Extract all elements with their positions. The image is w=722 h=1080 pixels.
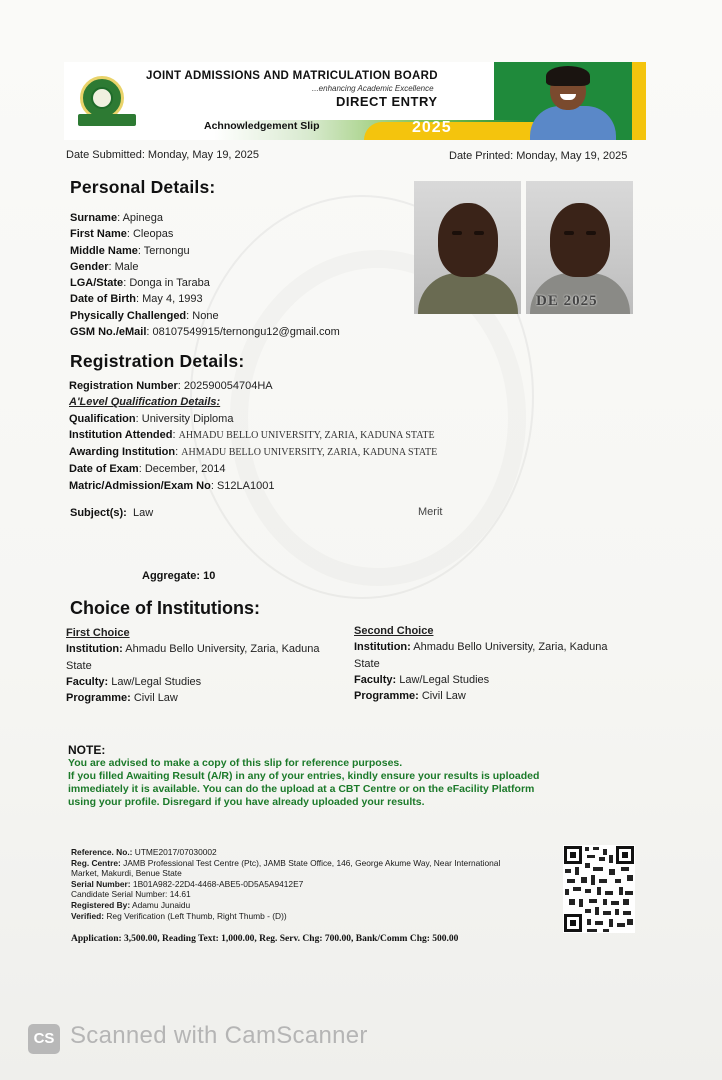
second-choice-faculty: Faculty: Law/Legal Studies [354, 673, 490, 686]
first-choice-programme: Programme: Civil Law [66, 692, 178, 705]
registered-by: Registered By: Adamu Junaidu [71, 899, 191, 910]
note-body [68, 757, 539, 809]
alevel-heading: A'Level Qualification Details: [69, 396, 221, 409]
field-matric-number: Matric/Admission/Exam No: S12LA1001 [69, 479, 275, 492]
logo-ribbon [78, 114, 136, 126]
qr-code-icon [563, 845, 635, 933]
field-lga-state: LGA/State: Donga in Taraba [70, 277, 210, 290]
first-choice-title: First Choice [66, 627, 130, 639]
date-submitted: Date Submitted: Monday, May 19, 2025 [66, 149, 260, 161]
note-line: using your profile. Disregard if you have already uploaded your results. [68, 796, 425, 808]
header-banner [64, 62, 646, 140]
second-choice-title: Second Choice [354, 625, 434, 637]
banner-student-image [524, 66, 628, 140]
field-challenged: Physically Challenged: None [70, 309, 219, 322]
reg-centre: Reg. Centre: JAMB Professional Test Centre (Ptc), JAMB State Office, 146, George Akume Way, Near International [71, 857, 501, 868]
personal-details-list [70, 210, 340, 340]
qr-code-graphic [563, 845, 635, 933]
candidate-serial: Candidate Serial Number: 14.61 [71, 889, 191, 900]
first-choice-institution: Institution: Ahmadu Bello University, Zaria, Kaduna State [66, 643, 320, 672]
verified: Verified: Reg Verification (Left Thumb, Right Thumb - (D)) [71, 910, 287, 921]
field-institution-attended: Institution Attended: AHMADU BELLO UNIVERSITY, ZARIA, KADUNA STATE [69, 428, 435, 441]
direct-entry-title: DIRECT ENTRY [336, 94, 438, 109]
capture-photo [526, 181, 633, 314]
field-first-name: First Name: Cleopas [70, 228, 174, 241]
field-awarding-institution: Awarding Institution: AHMADU BELLO UNIVERSITY, ZARIA, KADUNA STATE [69, 446, 438, 459]
serial-number: Serial Number: 1B01A982-22D4-4468-ABE5-0D5A5A9412E7 [71, 878, 304, 889]
note-line: If you filled Awaiting Result (A/R) in any of your entries, kindly ensure your results is uploaded [68, 770, 540, 782]
field-date-of-exam: Date of Exam: December, 2014 [69, 463, 226, 476]
reg-centre-line2: Market, Makurdi, Benue State [71, 868, 182, 879]
field-dob: Date of Birth: May 4, 1993 [70, 293, 203, 306]
banner-year: 2025 [412, 119, 452, 136]
field-registration-number: Registration Number: 202590054704HA [69, 380, 273, 392]
banner-yellow-band [632, 62, 646, 140]
second-choice-institution: Institution: Ahmadu Bello University, Zaria, Kaduna State [354, 641, 608, 670]
field-gender: Gender: Male [70, 260, 139, 273]
footer-info [71, 847, 551, 921]
field-gsm-email: GSM No./eMail: 08107549915/ternongu12@gmail.com [70, 326, 340, 339]
note-line: immediately it is available. You can do the upload at a CBT Centre or on the eFacility Platform [68, 783, 535, 795]
camscanner-logo-icon: CS [28, 1024, 60, 1054]
choices-heading: Choice of Institutions: [70, 598, 260, 618]
fees-line: Application: 3,500.00, Reading Text: 1,000.00, Reg. Serv. Chg: 700.00, Bank/Comm Chg: 500.00 [71, 934, 459, 944]
subjects-row: Subject(s): Law [70, 507, 154, 519]
reference-number: Reference. No.: UTME2017/07030002 [71, 847, 217, 857]
field-surname: Surname: Apinega [70, 212, 163, 224]
photo-stamp: DE 2025 [536, 293, 598, 309]
field-qualification: Qualification: University Diploma [69, 412, 234, 425]
merit-label: Merit [418, 506, 443, 518]
first-choice-block [66, 625, 346, 706]
second-choice-programme: Programme: Civil Law [354, 690, 466, 703]
date-printed: Date Printed: Monday, May 19, 2025 [449, 150, 628, 162]
note-heading: NOTE: [68, 743, 106, 757]
second-choice-block [354, 623, 634, 704]
first-choice-faculty: Faculty: Law/Legal Studies [66, 675, 202, 688]
personal-details-heading: Personal Details: [70, 177, 216, 197]
registration-details-list [69, 378, 437, 494]
aggregate-row: Aggregate: 10 [142, 570, 216, 582]
camscanner-label: Scanned with CamScanner [70, 1022, 368, 1049]
note-line: You are advised to make a copy of this slip for reference purposes. [68, 757, 403, 769]
slip-label: Achnowledgement Slip [204, 120, 320, 132]
field-middle-name: Middle Name: Ternongu [70, 244, 190, 257]
board-tagline: ...enhancing Academic Excellence [312, 84, 434, 93]
board-title: JOINT ADMISSIONS AND MATRICULATION BOARD [146, 70, 438, 82]
passport-photo [414, 181, 521, 314]
registration-details-heading: Registration Details: [70, 351, 245, 371]
